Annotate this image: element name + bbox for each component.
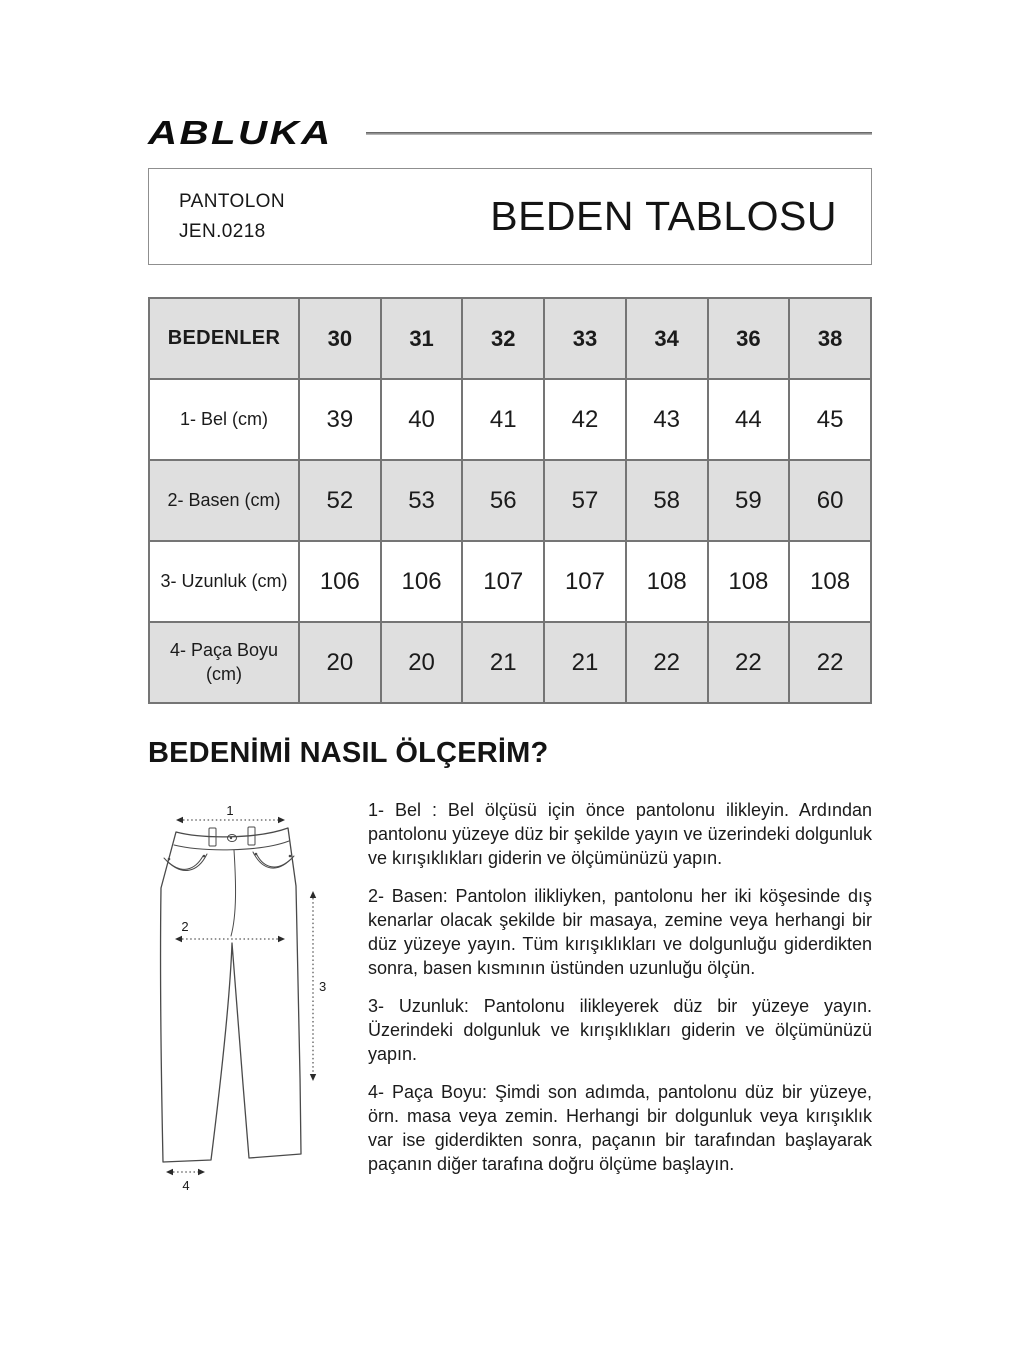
size-table-value-cell: 106: [381, 541, 463, 622]
size-table-value-cell: 108: [789, 541, 871, 622]
arrowhead-icon: [176, 817, 183, 823]
size-table-value-cell: 40: [381, 379, 463, 460]
hip-measure-label: 2: [181, 919, 189, 934]
arrowhead-icon: [198, 1169, 205, 1175]
fly-line: [231, 850, 236, 936]
hem-measure-label: 4: [182, 1178, 190, 1193]
size-table-value-cell: 56: [462, 460, 544, 541]
size-table-label-cell: 1- Bel (cm): [149, 379, 299, 460]
size-table-size-cell: 32: [462, 298, 544, 379]
instruction-paragraph-bel: 1- Bel : Bel ölçüsü için önce pantolonu ilikleyin. Ardından pantolonu yüzeye düz bir şekilde yayın ve üzerindeki dolgunluk ve kırışıklıkları giderin ve ölçümünüzü yapın.: [368, 800, 872, 868]
instruction-paragraph-basen: 2- Basen: Pantolon ilikliyken, pantolonu her iki köşesinde dış kenarlar olacak şekilde bir masaya, zemine veya herhangi bir düz yüzeye yayın. Tüm kırışıklıkları ve dolgunluğu giderdikten sonra, basen kısmının üstünden uzunluğu ölçün.: [368, 886, 872, 978]
size-table-value-cell: 22: [626, 622, 708, 703]
waistband-line: [174, 841, 289, 850]
size-table-value-cell: 108: [626, 541, 708, 622]
size-table: [148, 297, 872, 704]
size-table-label-cell: 3- Uzunluk (cm): [149, 541, 299, 622]
product-info: [179, 187, 285, 247]
arrowhead-icon: [175, 936, 182, 942]
arrowhead-icon: [166, 1169, 173, 1175]
size-table-value-cell: 41: [462, 379, 544, 460]
size-table-label-cell: 2- Basen (cm): [149, 460, 299, 541]
size-table-row-uzunluk: [149, 541, 871, 622]
size-table-value-cell: 58: [626, 460, 708, 541]
right-pocket-line: [253, 852, 294, 868]
instruction-paragraph-paca-boyu: 4- Paça Boyu: Şimdi son adımda, pantolonu düz bir yüzeye, örn. masa veya zemin. Herhangi bir dolgunluk veya kırışıklık var ise giderdikten sonra, paçanın bir tarafından başlayarak paçanın diğer tarafına doğru ölçüme başlayın.: [368, 1082, 872, 1174]
size-table-value-cell: 22: [789, 622, 871, 703]
size-table-value-cell: 20: [299, 622, 381, 703]
brand-logo-wrap: [148, 113, 360, 151]
size-table-value-cell: 39: [299, 379, 381, 460]
size-table-value-cell: 52: [299, 460, 381, 541]
size-table-value-cell: 59: [708, 460, 790, 541]
rivet-dot: [255, 853, 258, 856]
size-table-size-cell: 36: [708, 298, 790, 379]
pants-figure: [148, 798, 348, 1203]
arrowhead-icon: [278, 936, 285, 942]
brand-logo: ABLUKA: [148, 113, 333, 151]
size-table-value-cell: 45: [789, 379, 871, 460]
size-chart-title: BEDEN TABLOSU: [490, 193, 837, 239]
instruction-paragraph-uzunluk: 3- Uzunluk: Pantolonu ilikleyerek düz bir yüzeye yayın. Üzerindeki dolgunluk ve kırışıklıkları giderin ve ölçümünüzü yapın.: [368, 996, 872, 1064]
product-code: JEN.0218: [179, 220, 266, 242]
size-table-value-cell: 107: [544, 541, 626, 622]
size-table-size-cell: 30: [299, 298, 381, 379]
length-measure-label: 3: [319, 979, 327, 994]
left-pocket-stitch: [167, 856, 203, 869]
arrowhead-icon: [310, 891, 316, 898]
size-table-value-cell: 57: [544, 460, 626, 541]
size-table-value-cell: 44: [708, 379, 790, 460]
size-table-value-cell: 42: [544, 379, 626, 460]
size-table-value-cell: 107: [462, 541, 544, 622]
size-table-row-basen: [149, 460, 871, 541]
size-table-corner-cell: BEDENLER: [149, 298, 299, 379]
measure-section: [148, 798, 872, 1203]
pants-diagram: [148, 798, 348, 1198]
size-table-value-cell: 20: [381, 622, 463, 703]
size-table-size-cell: 38: [789, 298, 871, 379]
button-dot: [230, 837, 232, 839]
size-table-size-cell: 31: [381, 298, 463, 379]
right-pocket-stitch: [257, 855, 291, 867]
waist-measure-label: 1: [226, 803, 234, 818]
size-table-value-cell: 106: [299, 541, 381, 622]
product-type: PANTOLON: [179, 190, 285, 212]
size-table-value-cell: 22: [708, 622, 790, 703]
size-table-value-cell: 21: [544, 622, 626, 703]
arrowhead-icon: [278, 817, 285, 823]
brand-row: [148, 114, 872, 150]
pants-outline: [161, 828, 301, 1162]
size-table-label-cell: 4- Paça Boyu (cm): [149, 622, 299, 703]
page-content: [148, 114, 872, 1203]
size-table-row-paca-boyu: [149, 622, 871, 703]
size-table-value-cell: 60: [789, 460, 871, 541]
arrowhead-icon: [310, 1074, 316, 1081]
size-table-value-cell: 53: [381, 460, 463, 541]
left-pocket-line: [164, 854, 207, 870]
size-table-value-cell: 108: [708, 541, 790, 622]
rivet-dot: [203, 855, 206, 858]
size-table-header-row: [149, 298, 871, 379]
size-table-size-cell: 34: [626, 298, 708, 379]
header-divider-line: [366, 132, 872, 135]
size-table-row-bel: [149, 379, 871, 460]
rivet-dot: [289, 855, 292, 858]
measuring-instructions: [368, 798, 872, 1203]
size-table-value-cell: 21: [462, 622, 544, 703]
product-info-box: [148, 168, 872, 265]
rivet-dot: [168, 858, 171, 861]
section-heading: BEDENİMİ NASIL ÖLÇERİM?: [148, 737, 549, 769]
size-table-size-cell: 33: [544, 298, 626, 379]
size-table-value-cell: 43: [626, 379, 708, 460]
